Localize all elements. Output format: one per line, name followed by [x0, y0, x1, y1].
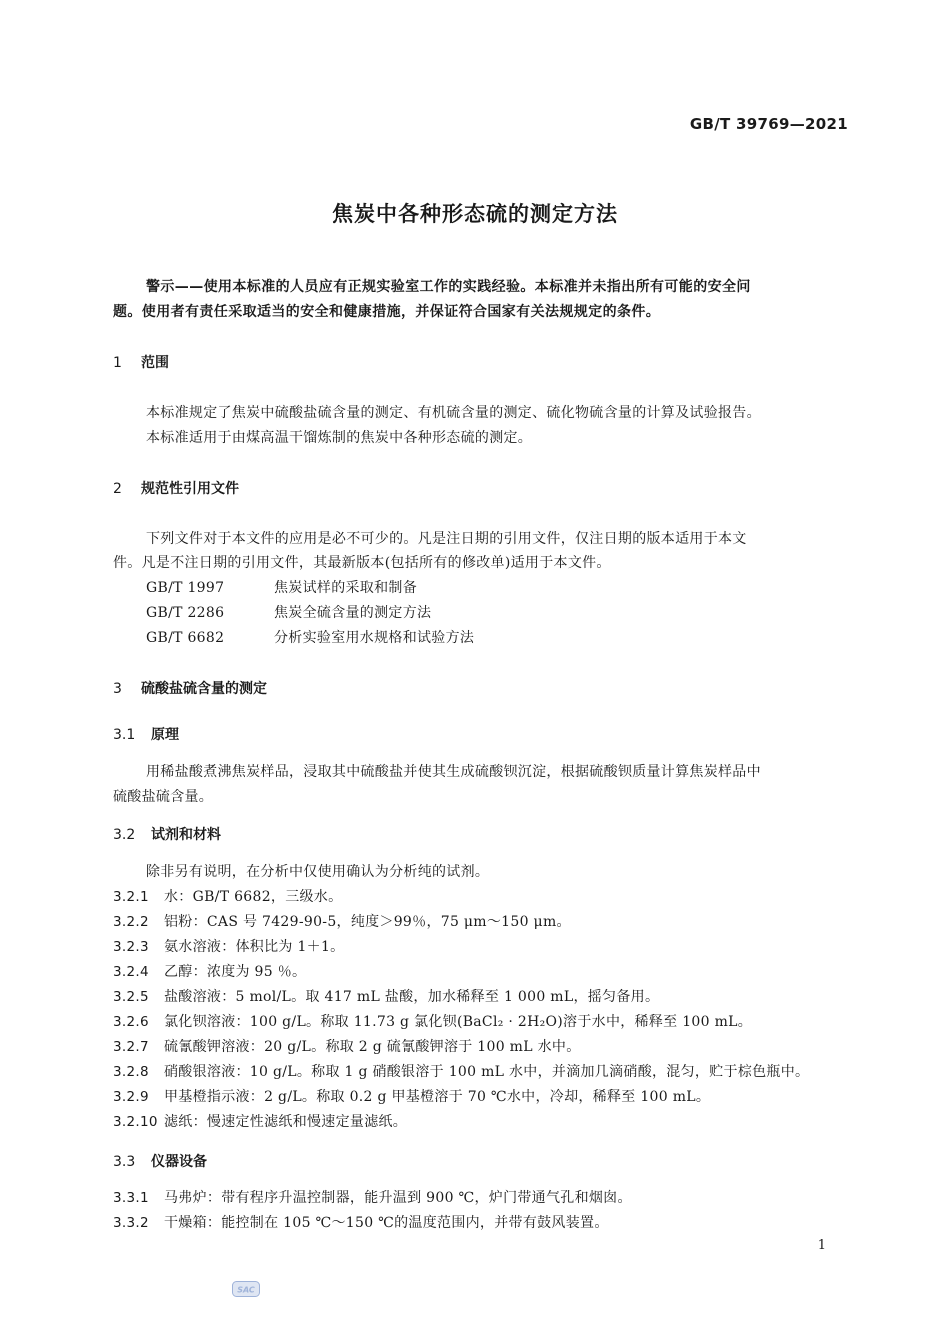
list-item [113, 1061, 809, 1081]
list-item [113, 961, 306, 981]
section-title: 规范性引用文件 [141, 481, 239, 497]
list-item [113, 886, 342, 906]
list-item [113, 911, 571, 931]
item-number: 3.2.2 [113, 914, 149, 930]
subsection-number: 3.1 [113, 727, 136, 743]
item-text: 盐酸溶液：5 mol/L。取 417 mL 盐酸，加水稀释至 1 000 mL，摇匀备用。 [164, 989, 660, 1005]
reference-title: 分析实验室用水规格和试验方法 [274, 630, 475, 646]
item-number: 3.2.8 [113, 1064, 149, 1080]
item-number: 3.3.2 [113, 1215, 149, 1231]
list-item [113, 1086, 710, 1106]
subsection-number: 3.3 [113, 1154, 136, 1170]
normative-reference [146, 577, 417, 597]
document-title: 焦炭中各种形态硫的测定方法 [332, 202, 618, 226]
item-text: 甲基橙指示液：2 g/L。称取 0.2 g 甲基橙溶于 70 ℃水中，冷却，稀释至 100 mL。 [164, 1089, 711, 1105]
paragraph: 件。凡是不注日期的引用文件，其最新版本(包括所有的修改单)适用于本文件。 [113, 555, 611, 571]
reference-code: GB/T 2286 [146, 605, 225, 621]
item-number: 3.3.1 [113, 1190, 149, 1206]
item-number: 3.2.1 [113, 889, 149, 905]
subsection-heading [113, 1151, 207, 1171]
sac-logo [232, 1281, 260, 1297]
section-number: 3 [113, 681, 122, 697]
subsection-heading [113, 824, 221, 844]
item-number: 3.2.4 [113, 964, 149, 980]
reference-code: GB/T 6682 [146, 630, 225, 646]
warning-line-2: 题。使用者有责任采取适当的安全和健康措施，并保证符合国家有关法规规定的条件。 [113, 304, 661, 320]
item-text: 乙醇：浓度为 95 ％。 [164, 964, 307, 980]
list-item [113, 1212, 609, 1232]
list-item [113, 1111, 407, 1131]
reference-code: GB/T 1997 [146, 580, 225, 596]
subsection-heading [113, 724, 179, 744]
item-text: 马弗炉：带有程序升温控制器，能升温到 900 ℃，炉门带通气孔和烟囱。 [164, 1190, 632, 1206]
list-item [113, 1036, 581, 1056]
subsection-title: 原理 [151, 727, 179, 743]
section-3-heading [113, 678, 267, 698]
item-number: 3.2.10 [113, 1114, 158, 1130]
normative-reference [146, 602, 431, 622]
item-number: 3.2.3 [113, 939, 149, 955]
item-text: 氨水溶液：体积比为 1＋1。 [164, 939, 345, 955]
section-2-heading [113, 478, 239, 498]
warning-line-1: 警示——使用本标准的人员应有正规实验室工作的实践经验。本标准并未指出所有可能的安全问 [146, 279, 751, 295]
item-number: 3.2.6 [113, 1014, 149, 1030]
item-text: 滤纸：慢速定性滤纸和慢速定量滤纸。 [164, 1114, 408, 1130]
subsection-title: 试剂和材料 [151, 827, 221, 843]
section-number: 1 [113, 355, 122, 371]
item-text: 干燥箱：能控制在 105 ℃～150 ℃的温度范围内，并带有鼓风装置。 [164, 1215, 609, 1231]
standard-code: GB/T 39769—2021 [689, 115, 848, 133]
list-item [113, 986, 659, 1006]
list-item [113, 1011, 752, 1031]
item-text: 铝粉：CAS 号 7429-90-5，纯度＞99％，75 μm～150 μm。 [164, 914, 571, 930]
list-item [113, 936, 344, 956]
subsection-title: 仪器设备 [151, 1154, 207, 1170]
item-text: 氯化钡溶液：100 g/L。称取 11.73 g 氯化钡(BaCl₂ · 2H₂O)溶于水中，稀释至 100 mL。 [164, 1014, 753, 1030]
item-number: 3.2.9 [113, 1089, 149, 1105]
item-text: 硫氰酸钾溶液：20 g/L。称取 2 g 硫氰酸钾溶于 100 mL 水中。 [164, 1039, 581, 1055]
paragraph: 本标准规定了焦炭中硫酸盐硫含量的测定、有机硫含量的测定、硫化物硫含量的计算及试验报告。 [146, 405, 761, 421]
item-text: 硝酸银溶液：10 g/L。称取 1 g 硝酸银溶于 100 mL 水中，并滴加几滴硝酸，混匀，贮于棕色瓶中。 [164, 1064, 810, 1080]
paragraph: 下列文件对于本文件的应用是必不可少的。凡是注日期的引用文件，仅注日期的版本适用于本文 [146, 531, 747, 547]
list-item [113, 1187, 632, 1207]
section-title: 硫酸盐硫含量的测定 [141, 681, 267, 697]
paragraph: 除非另有说明，在分析中仅使用确认为分析纯的试剂。 [146, 864, 490, 880]
item-number: 3.2.5 [113, 989, 149, 1005]
normative-reference [146, 627, 474, 647]
item-text: 水：GB/T 6682，三级水。 [164, 889, 343, 905]
page-number: 1 [817, 1238, 826, 1253]
paragraph: 本标准适用于由煤高温干馏炼制的焦炭中各种形态硫的测定。 [146, 430, 533, 446]
section-title: 范围 [141, 355, 169, 371]
item-number: 3.2.7 [113, 1039, 149, 1055]
paragraph: 硫酸盐硫含量。 [113, 789, 214, 805]
reference-title: 焦炭全硫含量的测定方法 [274, 605, 432, 621]
paragraph: 用稀盐酸煮沸焦炭样品，浸取其中硫酸盐并使其生成硫酸钡沉淀，根据硫酸钡质量计算焦炭样品中 [146, 764, 761, 780]
section-1-heading [113, 352, 169, 372]
logo-text: SAC [237, 1285, 255, 1295]
subsection-number: 3.2 [113, 827, 136, 843]
reference-title: 焦炭试样的采取和制备 [274, 580, 417, 596]
section-number: 2 [113, 481, 122, 497]
